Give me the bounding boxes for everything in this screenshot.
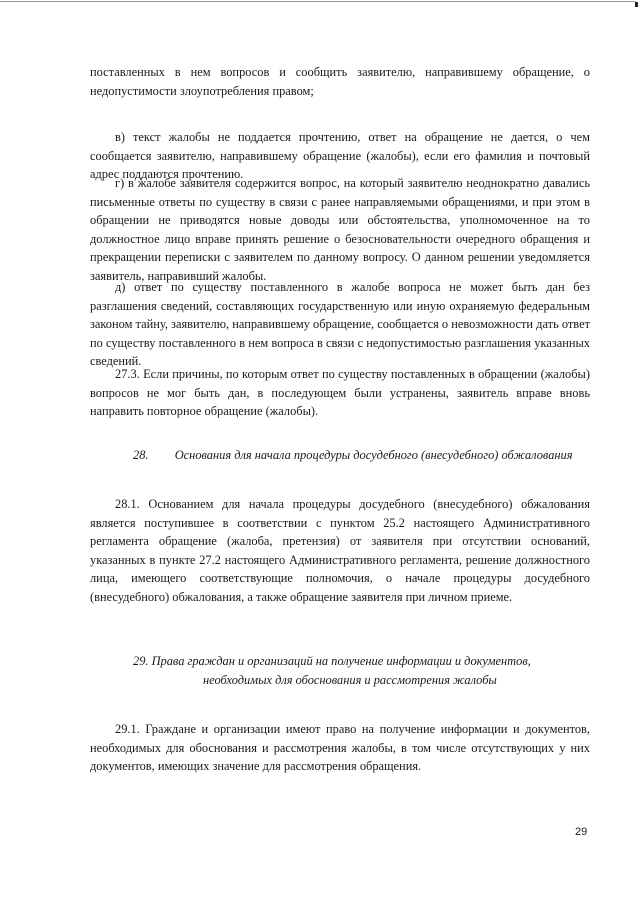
paragraph-continuation: поставленных в нем вопросов и сообщить заявителю, направившему обращение, о недопустимости злоупотребления правом; <box>90 65 590 98</box>
section-heading-29-line2: необходимых для обоснования и рассмотрения жалобы <box>203 672 497 687</box>
paragraph-29-1: 29.1. Граждане и организации имеют право на получение информации и документов, необходимых для обоснования и рассмотрения жалобы, в том числе отсутствующих у них документов, имеющих значение для рассмотрения обращения. <box>90 722 590 773</box>
section-heading-28-number: 28. <box>133 448 149 462</box>
paragraph-item-v: в) текст жалобы не поддается прочтению, ответ на обращение не дается, о чем сообщается заявителю, направившему обращение (жалобы), если его фамилия и почтовый адрес поддаются прочтению. <box>90 130 590 181</box>
section-heading-29 <box>133 652 603 689</box>
section-heading-28-text: Основания для начала процедуры досудебного (внесудебного) обжалования <box>174 448 573 462</box>
paragraph-item-d: д) ответ по существу поставленного в жалобе вопроса не может быть дан без разглашения сведений, составляющих государственную или иную охраняемую федеральным законом тайну, заявителю, направившему обращение, сообщается о невозможности дать ответ по существу поставленного в нем вопроса в связи с недопустимостью разглашения указанных сведений. <box>90 280 590 368</box>
section-heading-28 <box>133 446 593 465</box>
section-heading-29-line1: 29. Права граждан и организаций на получение информации и документов, <box>133 654 531 668</box>
paragraph-28-1: 28.1. Основанием для начала процедуры досудебного (внесудебного) обжалования является поступившее в соответствии с пунктом 25.2 настоящего Административного регламента обращение (жалоба, претензия) от заявителя при отсутствии оснований, указанных в пункте 27.2 настоящего Административного регламента, решение должностного лица, имеющего соответствующие полномочия, о начале процедуры досудебного (внесудебного) обжалования, а также обращение заявителя при личном приеме. <box>90 497 590 604</box>
paragraph-27-3: 27.3. Если причины, по которым ответ по существу поставленных в обращении (жалобы) вопросов не мог быть дан, в последующем были устранены, заявитель вправе вновь направить повторное обращение (жалобы). <box>90 367 590 418</box>
scan-corner-mark <box>635 2 638 7</box>
paragraph-item-g: г) в жалобе заявителя содержится вопрос, на который заявителю неоднократно давались письменные ответы по существу в связи с ранее направляемыми обращениями, и при этом в обращении не приводятся новые доводы или обстоятельства, уполномоченное на то должностное лицо вправе принять решение о безосновательности очередного обращения и прекращении переписки с заявителем по данному вопросу. О данном решении уведомляется заявитель, направивший жалобы. <box>90 176 590 283</box>
scan-top-border <box>0 1 636 2</box>
page-number: 29 <box>575 826 588 838</box>
